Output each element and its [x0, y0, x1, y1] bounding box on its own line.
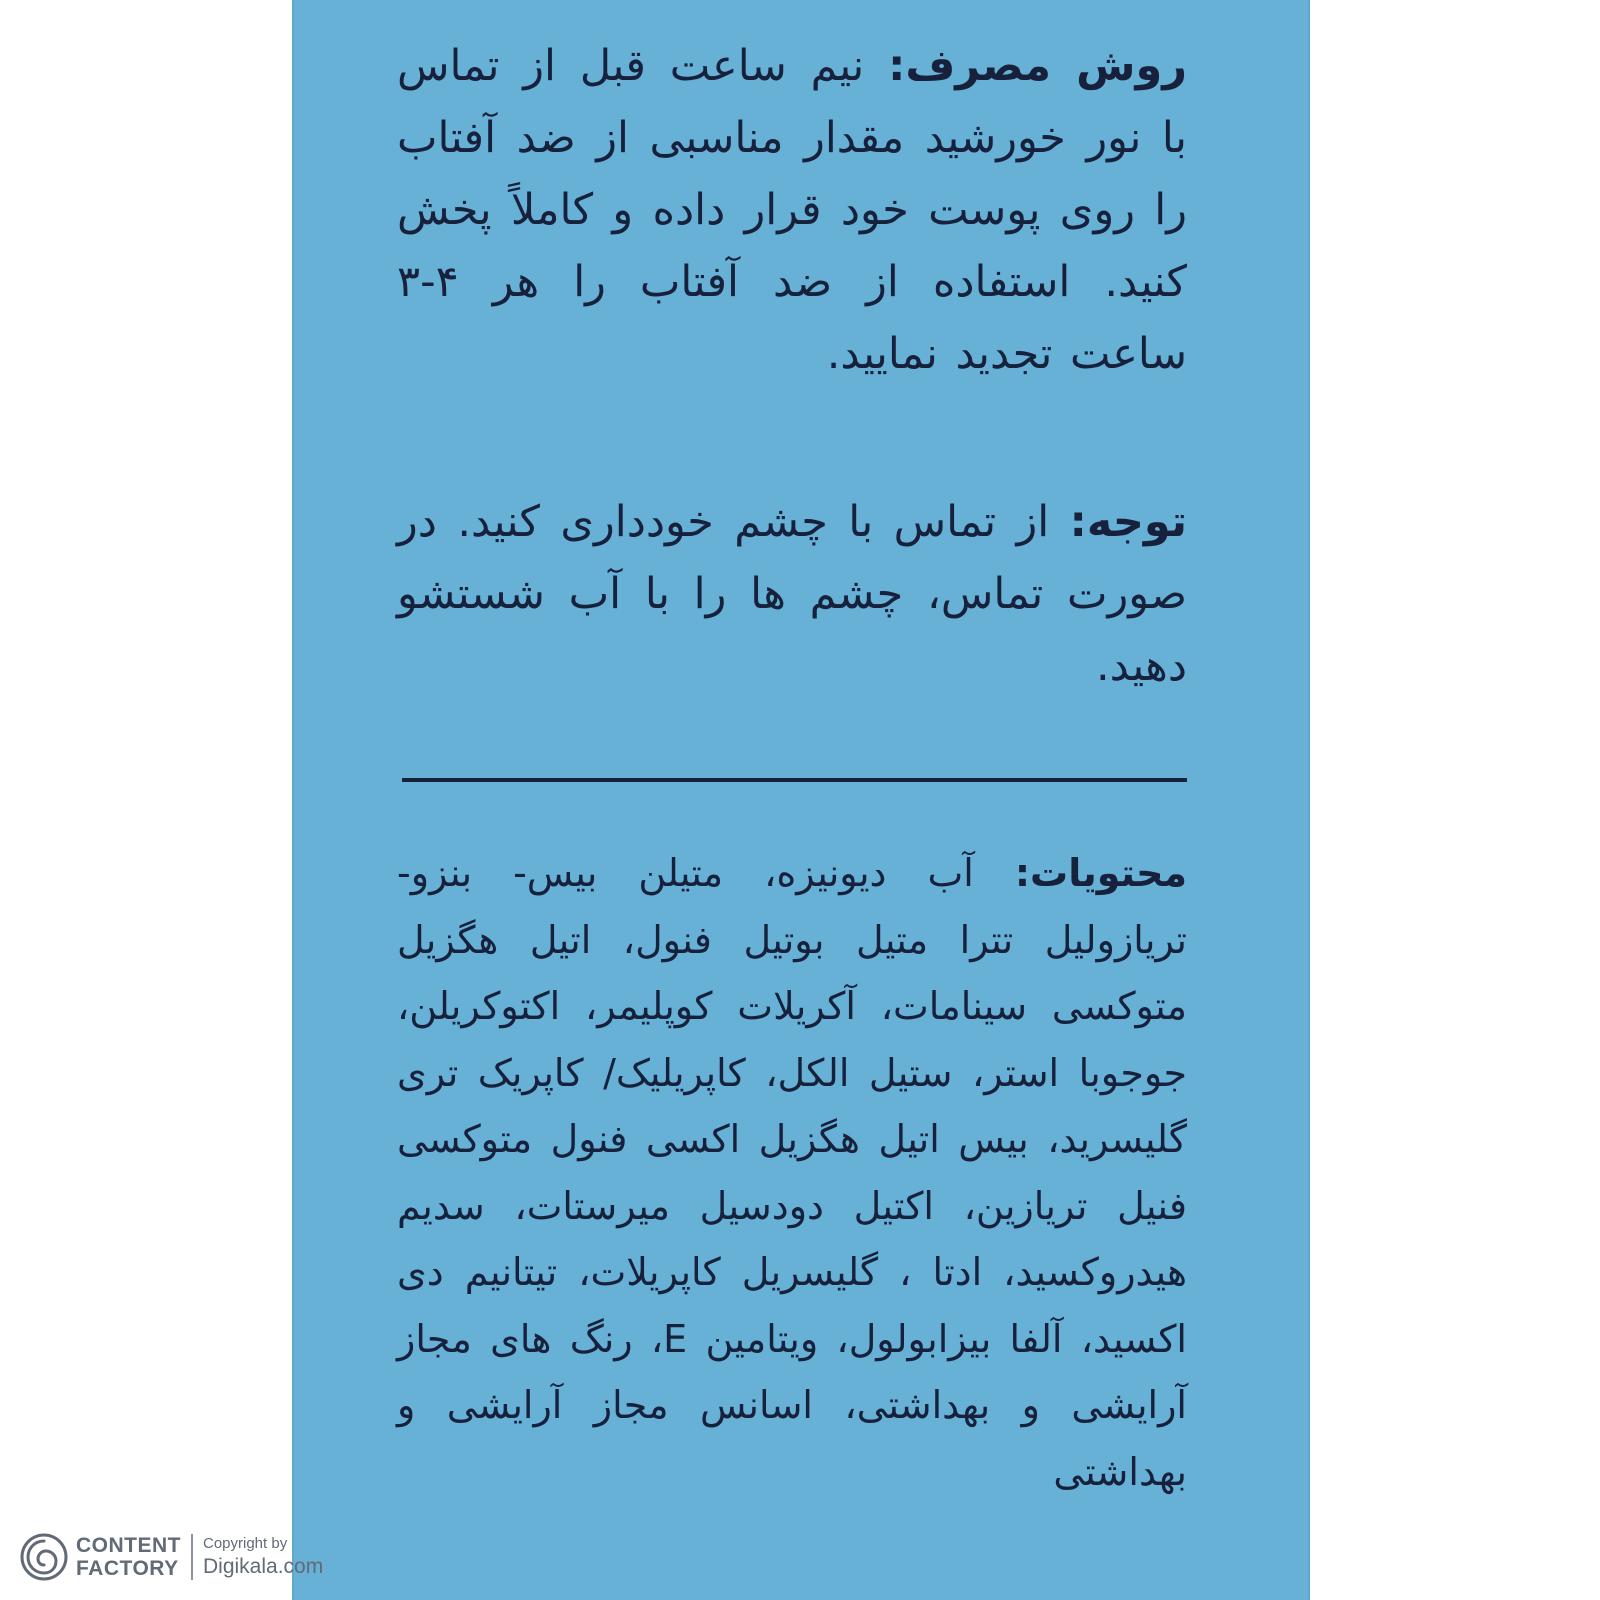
- brand-line-2: FACTORY: [76, 1557, 179, 1580]
- section-divider: [402, 778, 1187, 782]
- content-factory-logo-icon: [18, 1531, 70, 1583]
- copyright-watermark: [18, 1522, 323, 1592]
- copyright-site: Digikala.com: [203, 1555, 324, 1578]
- caution-label: توجه:: [1069, 497, 1187, 547]
- brand-line-1: CONTENT: [76, 1534, 181, 1557]
- watermark-separator: [191, 1534, 193, 1580]
- usage-instructions: [397, 30, 1187, 390]
- copyright-label: Copyright by: [203, 1535, 288, 1552]
- caution-note: [397, 486, 1187, 702]
- ingredients-text: آب دیونیزه، متیلن بیس- بنزو- تریازولیل تترا متیل بوتیل فنول، اتیل هگزیل متوکسی سینامات، آکریلات کوپلیمر، اکتوکریلن، جوجوبا استر، ستیل الکل، کاپریلیک/ کاپریک تری گلیسرید، بیس اتیل هگزیل اکسی فنول متوکسی فنیل تریازین، اکتیل دودسیل میرستات، سدیم هیدروکسید، ادتا ، گلیسریل کاپریلات، تیتانیم دی اکسید، آلفا بیزابولول، ویتامین E، رنگ های مجاز آرایشی و بهداشتی، اسانس مجاز آرایشی و بهداشتی: [397, 851, 1187, 1494]
- usage-label: روش مصرف:: [888, 41, 1187, 91]
- caution-text: از تماس با چشم خودداری کنید. در صورت تماس، چشم ها را با آب شستشو دهید.: [397, 497, 1187, 691]
- ingredients-label: محتویات:: [1014, 851, 1187, 895]
- brand-name: [76, 1534, 181, 1580]
- copyright-text: [203, 1534, 323, 1580]
- ingredients-list: [397, 840, 1187, 1505]
- usage-text: نیم ساعت قبل از تماس با نور خورشید مقدار مناسبی از ضد آفتاب را روی پوست خود قرار داده و کاملاً پخش کنید. استفاده از ضد آفتاب را هر ۴-۳ ساعت تجدید نمایید.: [397, 41, 1187, 379]
